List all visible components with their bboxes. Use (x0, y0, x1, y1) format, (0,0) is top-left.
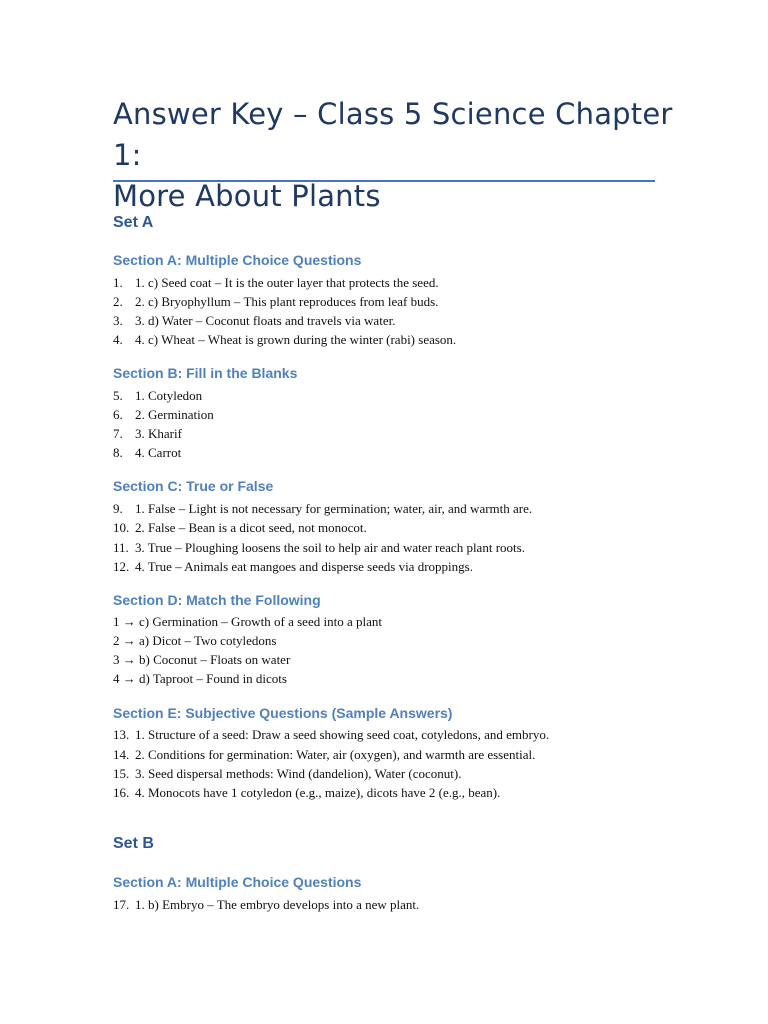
list-number: 16. (113, 785, 130, 800)
match-item: 4 → d) Taproot – Found in dicots (113, 671, 287, 686)
set-a-section-a-heading: Section A: Multiple Choice Questions (113, 252, 362, 268)
list-text: 4. True – Animals eat mangoes and disperse seeds via droppings. (135, 559, 473, 574)
set-a-section-c-heading: Section C: True or False (113, 478, 274, 494)
list-number: 11. (113, 540, 129, 555)
set-a-section-d-heading: Section D: Match the Following (113, 592, 321, 608)
list-item (113, 518, 367, 537)
page-title-line-1: Answer Key – Class 5 Science Chapter 1: (113, 97, 673, 172)
list-item (113, 424, 182, 443)
list-text: 1. b) Embryo – The embryo develops into a new plant. (135, 897, 420, 912)
list-item (113, 386, 202, 405)
list-text: 1. False – Light is not necessary for germination; water, air, and warmth are. (135, 501, 533, 516)
list-item (113, 443, 181, 462)
title-underline (113, 180, 655, 182)
list-number: 6. (113, 407, 123, 422)
list-item (113, 725, 549, 744)
list-number: 5. (113, 388, 123, 403)
list-item (113, 538, 525, 557)
list-text: 2. Conditions for germination: Water, air (oxygen), and warmth are essential. (135, 747, 536, 762)
list-text: 3. Seed dispersal methods: Wind (dandelion), Water (coconut). (135, 766, 462, 781)
set-a-heading: Set A (113, 214, 154, 231)
list-item (113, 311, 395, 330)
page-title (113, 94, 673, 217)
list-item (113, 895, 419, 914)
list-item (113, 499, 532, 518)
list-number: 8. (113, 445, 123, 460)
list-number: 15. (113, 766, 130, 781)
list-number: 10. (113, 520, 130, 535)
list-text: 3. d) Water – Coconut floats and travels via water. (135, 313, 396, 328)
list-text: 2. False – Bean is a dicot seed, not monocot. (135, 520, 367, 535)
match-item: 2 → a) Dicot – Two cotyledons (113, 633, 277, 648)
list-number: 7. (113, 426, 123, 441)
page-title-line-2: More About Plants (113, 179, 381, 213)
set-a-section-e-heading: Section E: Subjective Questions (Sample Answers) (113, 705, 453, 721)
list-text: 1. Structure of a seed: Draw a seed showing seed coat, cotyledons, and embryo. (135, 727, 550, 742)
list-item (113, 557, 473, 576)
list-number: 14. (113, 747, 130, 762)
set-b-section-a-heading: Section A: Multiple Choice Questions (113, 874, 362, 890)
list-number: 13. (113, 727, 130, 742)
list-text: 2. c) Bryophyllum – This plant reproduces from leaf buds. (135, 294, 439, 309)
list-item (113, 783, 500, 802)
list-number: 3. (113, 313, 123, 328)
list-text: 3. Kharif (135, 426, 182, 441)
set-b-heading: Set B (113, 835, 154, 852)
list-text: 1. Cotyledon (135, 388, 203, 403)
list-number: 17. (113, 897, 130, 912)
match-item: 1 → c) Germination – Growth of a seed into a plant (113, 614, 382, 629)
list-number: 9. (113, 501, 123, 516)
list-number: 12. (113, 559, 130, 574)
list-number: 4. (113, 332, 123, 347)
list-text: 2. Germination (135, 407, 214, 422)
list-number: 2. (113, 294, 123, 309)
list-item (113, 330, 456, 349)
list-text: 4. c) Wheat – Wheat is grown during the winter (rabi) season. (135, 332, 457, 347)
list-item (113, 745, 535, 764)
list-text: 4. Carrot (135, 445, 182, 460)
list-item (113, 292, 438, 311)
list-number: 1. (113, 275, 123, 290)
list-item (113, 764, 461, 783)
match-item: 3 → b) Coconut – Floats on water (113, 652, 291, 667)
list-item (113, 273, 439, 292)
list-text: 4. Monocots have 1 cotyledon (e.g., maize), dicots have 2 (e.g., bean). (135, 785, 501, 800)
list-item (113, 405, 214, 424)
list-text: 1. c) Seed coat – It is the outer layer that protects the seed. (135, 275, 439, 290)
list-text: 3. True – Ploughing loosens the soil to help air and water reach plant roots. (135, 540, 525, 555)
set-a-section-b-heading: Section B: Fill in the Blanks (113, 365, 298, 381)
